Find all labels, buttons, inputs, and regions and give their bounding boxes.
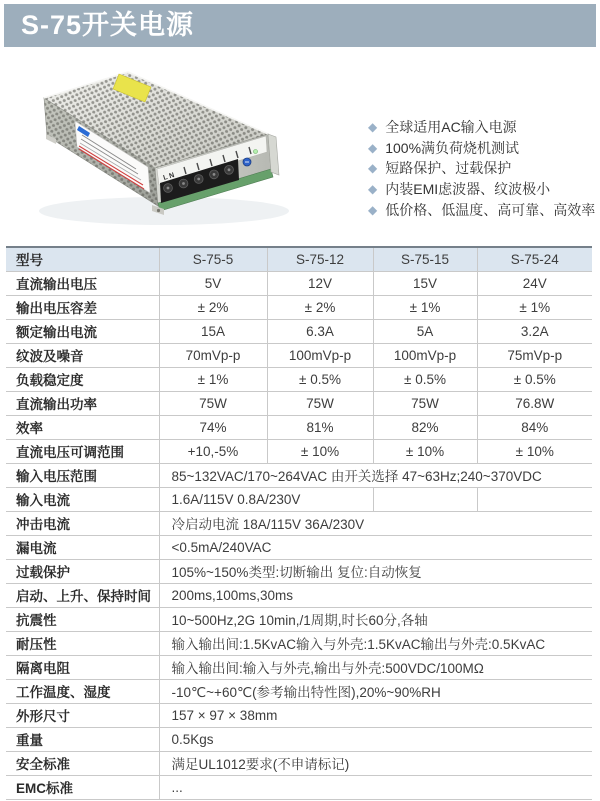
table-row bbox=[6, 535, 592, 559]
cell-value: ± 1% bbox=[159, 367, 267, 391]
cell-value: ± 10% bbox=[477, 439, 592, 463]
table-row bbox=[6, 319, 592, 343]
row-label: 直流电压可调范围 bbox=[6, 439, 159, 463]
table-row bbox=[6, 367, 592, 391]
row-label: 直流输出电压 bbox=[6, 271, 159, 295]
cell-value: 85~132VAC/170~264VAC 由开关选择 47~63Hz;240~370VDC bbox=[159, 463, 592, 487]
cell-value: 24V bbox=[477, 271, 592, 295]
diamond-bullet-icon: ◆ bbox=[368, 161, 378, 176]
table-row bbox=[6, 679, 592, 703]
cell-value: 3.2A bbox=[477, 319, 592, 343]
title-bar bbox=[4, 4, 596, 47]
led-indicator bbox=[254, 150, 258, 154]
row-label: 过载保护 bbox=[6, 559, 159, 583]
row-label: 输入电压范围 bbox=[6, 463, 159, 487]
page-title: S-75开关电源 bbox=[21, 10, 195, 40]
row-label: 效率 bbox=[6, 415, 159, 439]
cell-value: 6.3A bbox=[267, 319, 373, 343]
cell-value: 0.5Kgs bbox=[159, 727, 592, 751]
table-row bbox=[6, 271, 592, 295]
cell-value: 满足UL1012要求(不申请标记) bbox=[159, 751, 592, 775]
cell-empty bbox=[477, 487, 592, 511]
foot-screw bbox=[157, 209, 160, 212]
cell-value: 105%~150%类型:切断输出 复位:自动恢复 bbox=[159, 559, 592, 583]
row-label: 安全标准 bbox=[6, 751, 159, 775]
cell-value: 10~500Hz,2G 10min,/1周期,时长60分,各轴 bbox=[159, 607, 592, 631]
feature-text: 内装EMI虑波器、纹波极小 bbox=[385, 181, 551, 198]
feature-item bbox=[368, 199, 595, 220]
column-header: S-75-24 bbox=[477, 247, 592, 271]
table-row bbox=[6, 391, 592, 415]
terminal-labels: L N bbox=[162, 171, 176, 182]
cell-value: ± 2% bbox=[159, 295, 267, 319]
cell-value: 12V bbox=[267, 271, 373, 295]
row-label: 输入电流 bbox=[6, 487, 159, 511]
cell-value: 15V bbox=[373, 271, 477, 295]
cell-value: ± 10% bbox=[267, 439, 373, 463]
cell-value: ± 1% bbox=[373, 295, 477, 319]
row-label: 外形尺寸 bbox=[6, 703, 159, 727]
feature-list bbox=[368, 117, 595, 220]
table-row bbox=[6, 559, 592, 583]
cell-value: 84% bbox=[477, 415, 592, 439]
cell-value: ± 1% bbox=[477, 295, 592, 319]
cell-value: 81% bbox=[267, 415, 373, 439]
table-row bbox=[6, 655, 592, 679]
cell-value: ± 0.5% bbox=[267, 367, 373, 391]
cell-value: 5V bbox=[159, 271, 267, 295]
cell-value: 1.6A/115V 0.8A/230V bbox=[159, 487, 373, 511]
row-label: 重量 bbox=[6, 727, 159, 751]
table-row bbox=[6, 343, 592, 367]
cell-empty bbox=[373, 487, 477, 511]
row-label: 额定输出电流 bbox=[6, 319, 159, 343]
cell-value: -10℃~+60℃(参考输出特性图),20%~90%RH bbox=[159, 679, 592, 703]
row-label: 输出电压容差 bbox=[6, 295, 159, 319]
row-label: 隔离电阻 bbox=[6, 655, 159, 679]
column-header: S-75-12 bbox=[267, 247, 373, 271]
cell-value: 157 × 97 × 38mm bbox=[159, 703, 592, 727]
table-row bbox=[6, 415, 592, 439]
power-supply-illustration bbox=[24, 56, 354, 241]
cell-value: ± 0.5% bbox=[477, 367, 592, 391]
product-photo bbox=[24, 56, 354, 241]
row-label: 启动、上升、保持时间 bbox=[6, 583, 159, 607]
cell-value: 输入输出间:1.5KvAC输入与外壳:1.5KvAC输出与外壳:0.5KvAC bbox=[159, 631, 592, 655]
cell-value: 82% bbox=[373, 415, 477, 439]
feature-text: 全球适用AC输入电源 bbox=[385, 119, 517, 136]
cell-value: 15A bbox=[159, 319, 267, 343]
table-row bbox=[6, 463, 592, 487]
row-label: 抗震性 bbox=[6, 607, 159, 631]
table-row bbox=[6, 295, 592, 319]
row-label: 工作温度、湿度 bbox=[6, 679, 159, 703]
table-row bbox=[6, 439, 592, 463]
cell-value: ± 0.5% bbox=[373, 367, 477, 391]
row-label: 纹波及噪音 bbox=[6, 343, 159, 367]
table-row bbox=[6, 775, 592, 799]
table-row bbox=[6, 703, 592, 727]
row-label: 直流输出功率 bbox=[6, 391, 159, 415]
table-row bbox=[6, 751, 592, 775]
cell-value: <0.5mA/240VAC bbox=[159, 535, 592, 559]
cell-value: 75mVp-p bbox=[477, 343, 592, 367]
feature-text: 短路保护、过载保护 bbox=[385, 160, 512, 177]
cell-value: 70mVp-p bbox=[159, 343, 267, 367]
cell-value: 75W bbox=[267, 391, 373, 415]
cell-value: 75W bbox=[159, 391, 267, 415]
row-label: EMC标准 bbox=[6, 775, 159, 799]
table-row bbox=[6, 631, 592, 655]
table-row bbox=[6, 727, 592, 751]
feature-text: 100%满负荷烧机测试 bbox=[385, 139, 520, 156]
column-header-model: 型号 bbox=[6, 247, 159, 271]
diamond-bullet-icon: ◆ bbox=[368, 140, 378, 155]
table-header-row bbox=[6, 247, 592, 271]
feature-item bbox=[368, 117, 595, 138]
row-label: 负载稳定度 bbox=[6, 367, 159, 391]
diamond-bullet-icon: ◆ bbox=[368, 182, 378, 197]
cell-value: 200ms,100ms,30ms bbox=[159, 583, 592, 607]
table-row bbox=[6, 607, 592, 631]
row-label: 漏电流 bbox=[6, 535, 159, 559]
table-row bbox=[6, 511, 592, 535]
cell-value: ... bbox=[159, 775, 592, 799]
row-label: 冲击电流 bbox=[6, 511, 159, 535]
cell-value: 5A bbox=[373, 319, 477, 343]
cell-value: 76.8W bbox=[477, 391, 592, 415]
cell-value: +10,-5% bbox=[159, 439, 267, 463]
cell-value: 75W bbox=[373, 391, 477, 415]
cell-value: ± 2% bbox=[267, 295, 373, 319]
cell-value: ± 10% bbox=[373, 439, 477, 463]
row-label: 耐压性 bbox=[6, 631, 159, 655]
cell-value: 74% bbox=[159, 415, 267, 439]
column-header: S-75-5 bbox=[159, 247, 267, 271]
cell-value: 冷启动电流 18A/115V 36A/230V bbox=[159, 511, 592, 535]
column-header: S-75-15 bbox=[373, 247, 477, 271]
cell-value: 100mVp-p bbox=[373, 343, 477, 367]
feature-item bbox=[368, 158, 595, 179]
cell-value: 100mVp-p bbox=[267, 343, 373, 367]
spec-table bbox=[6, 246, 592, 800]
diamond-bullet-icon: ◆ bbox=[368, 120, 378, 135]
table-row bbox=[6, 583, 592, 607]
feature-text: 低价格、低温度、高可靠、高效率 bbox=[385, 201, 596, 218]
diamond-bullet-icon: ◆ bbox=[368, 202, 378, 217]
table-row bbox=[6, 487, 592, 511]
feature-item bbox=[368, 138, 595, 159]
cell-value: 输入输出间:输入与外壳,输出与外壳:500VDC/100MΩ bbox=[159, 655, 592, 679]
feature-item bbox=[368, 179, 595, 200]
